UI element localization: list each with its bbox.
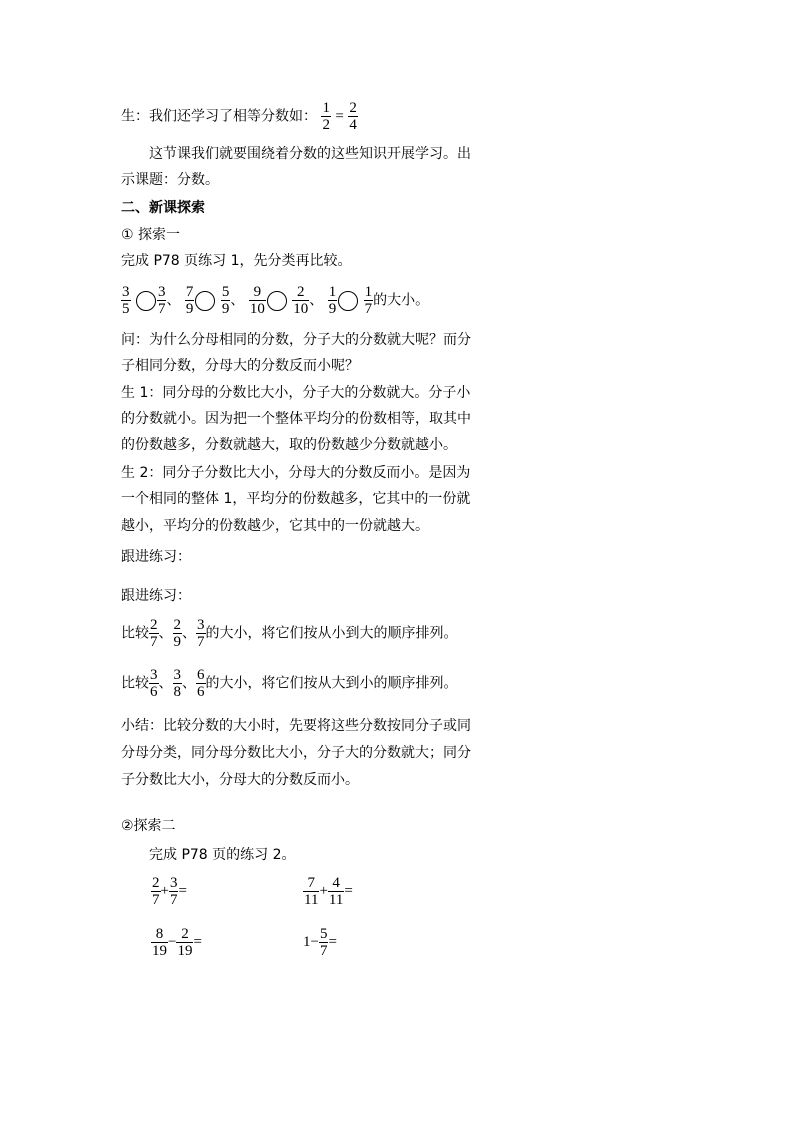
equal-fractions-line xyxy=(121,100,358,133)
exercise-line: 比较 $\frac{3}{6}$ 、 $\frac{3}{8}$ 、 $\frac{6}{6}$ 的大小，将它们按从大到小的顺序排列。 xyxy=(121,667,458,700)
summary-line: 小结：比较分数的大小时，先要将这些分数按同分子或同 xyxy=(121,718,471,734)
subsection-heading: ②探索二 xyxy=(121,818,176,834)
fraction: $\frac{7}{9}$ xyxy=(185,284,194,317)
fraction: $\frac{3}{7}$ xyxy=(157,284,166,317)
fraction: $\frac{2}{4}$ xyxy=(349,100,357,133)
math-expression: $\frac{7}{11}$ + $\frac{4}{11}$ = xyxy=(304,875,353,908)
fraction: $\frac{2}{7}$ xyxy=(150,617,158,650)
math-expression: $\frac{8}{19}$ − $\frac{2}{19}$ = xyxy=(152,926,202,959)
fraction: $\frac{9}{10}$ xyxy=(249,284,265,317)
fraction: $\frac{1}{7}$ xyxy=(364,284,373,317)
fraction: $\frac{3}{7}$ xyxy=(169,875,178,908)
fraction: $\frac{1}{9}$ xyxy=(328,284,337,317)
fraction: $\frac{5}{7}$ xyxy=(319,926,328,959)
fraction: $\frac{2}{9}$ xyxy=(173,617,181,650)
summary-line: 分母分类，同分母分数比大小，分子大的分数就大；同分 xyxy=(121,745,471,761)
subsection-heading: ① 探索一 xyxy=(121,227,181,243)
student1-line: 的分数就小。因为把一个整体平均分的份数相等，取其中 xyxy=(121,411,471,427)
fraction: $\frac{5}{9}$ xyxy=(221,284,230,317)
compare-circle xyxy=(195,291,215,311)
paragraph-line: 这节课我们就要围绕着分数的这些知识开展学习。出 xyxy=(149,146,471,162)
student2-line: 越小，平均分的份数越少，它其中的一份就越大。 xyxy=(121,518,429,534)
fraction: $\frac{2}{19}$ xyxy=(177,926,193,959)
math-expression: 1− $\frac{5}{7}$ = xyxy=(303,926,337,959)
student1-line: 生 1：同分母的分数比大小，分子大的分数就大。分子小 xyxy=(121,385,471,401)
summary-line: 子分数比大小，分母大的分数反而小。 xyxy=(121,772,359,788)
fraction: $\frac{3}{7}$ xyxy=(197,617,205,650)
follow-up-label: 跟进练习： xyxy=(121,549,191,565)
fraction: $\frac{6}{6}$ xyxy=(197,667,205,700)
section-heading: 二、新课探索 xyxy=(121,200,205,216)
fraction: $\frac{7}{11}$ xyxy=(304,875,319,908)
task-line: 完成 P78 页的练习 2。 xyxy=(149,847,296,863)
fraction: $\frac{3}{6}$ xyxy=(150,667,158,700)
student2-line: 生 2：同分子分数比大小，分母大的分数反而小。是因为 xyxy=(121,465,471,481)
task-line: 完成 P78 页练习 1，先分类再比较。 xyxy=(121,253,352,269)
compare-circle xyxy=(136,291,156,311)
equals-sign: = xyxy=(335,108,344,125)
fraction: $\frac{4}{11}$ xyxy=(328,875,344,908)
separator: 、 xyxy=(230,292,245,309)
compare-circle xyxy=(338,291,358,311)
math-expression: $\frac{2}{7}$ + $\frac{3}{7}$ = xyxy=(152,875,187,908)
separator: 、 xyxy=(309,292,324,309)
fraction: $\frac{1}{2}$ xyxy=(322,100,330,133)
student2-line: 一个相同的整体 1，平均分的份数越多，它其中的一份就 xyxy=(121,491,471,507)
separator: 、 xyxy=(166,292,181,309)
follow-up-label: 跟进练习： xyxy=(121,588,191,604)
intro-text: 生：我们还学习了相等分数如： xyxy=(121,108,317,125)
compare-fractions-line xyxy=(121,284,429,317)
question-line: 问：为什么分母相同的分数，分子大的分数就大呢？而分 xyxy=(121,332,471,348)
exercise-line: 比较 $\frac{2}{7}$ 、 $\frac{2}{9}$ 、 $\frac{3}{7}$ 的大小，将它们按从小到大的顺序排列。 xyxy=(121,617,458,650)
suffix-text: 的大小。 xyxy=(373,292,430,309)
fraction: $\frac{3}{8}$ xyxy=(173,667,181,700)
fraction: $\frac{2}{7}$ xyxy=(152,875,160,908)
fraction: $\frac{8}{19}$ xyxy=(152,926,167,959)
question-line: 子相同分数，分母大的分数反而小呢？ xyxy=(121,358,359,374)
fraction: $\frac{3}{5}$ xyxy=(122,284,130,317)
fraction: $\frac{2}{10}$ xyxy=(293,284,309,317)
student1-line: 的份数越多，分数就越大，取的份数越少分数就越小。 xyxy=(121,437,457,453)
compare-circle xyxy=(267,291,287,311)
paragraph-line: 示课题：分数。 xyxy=(121,172,219,188)
